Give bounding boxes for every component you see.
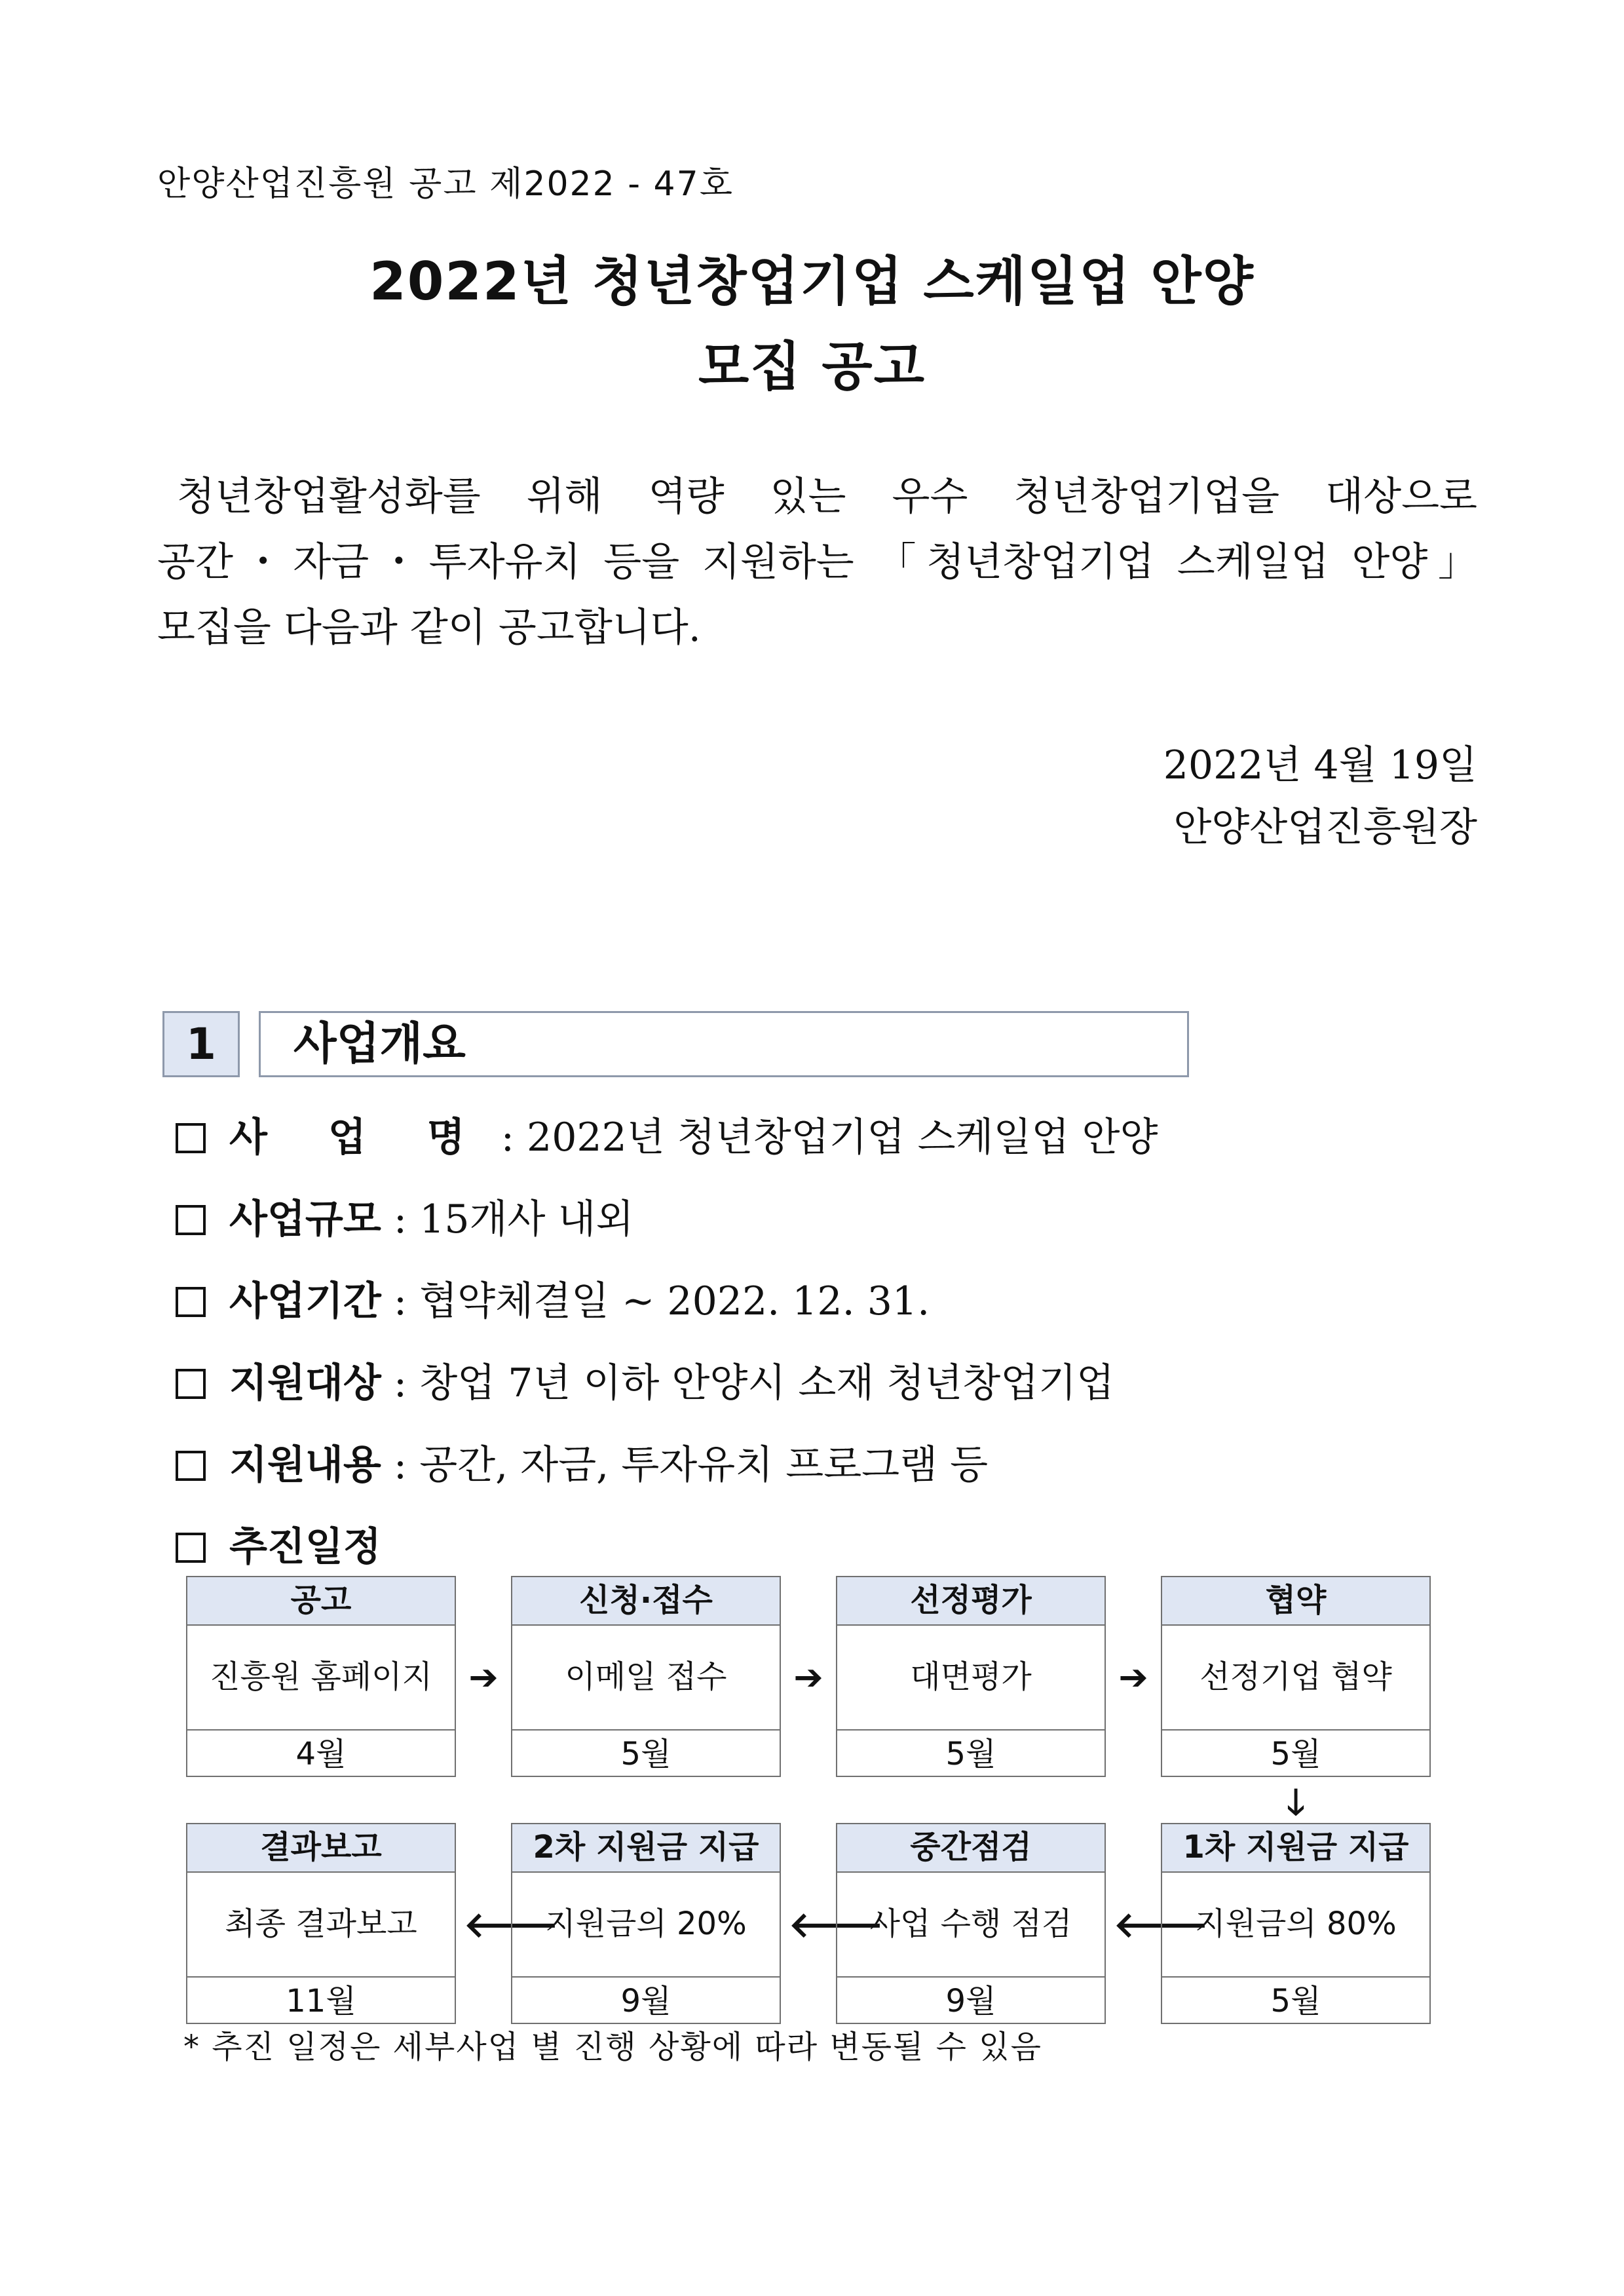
announcement-date: 2022년 4월 19일 [1163,742,1477,788]
arrow-down-icon: 🡓 [1286,1782,1306,1823]
step-month: 5월 [620,1736,671,1772]
intro-line-3: 모집을 다음과 같이 공고합니다. [157,605,701,651]
arrow-right-icon: ➔ [468,1656,499,1698]
item-label: 추진일정 [229,1524,381,1570]
schedule-step-midterm-check [836,1823,1106,2024]
item-schedule [176,1516,381,1572]
item-value: 2022년 청년창업기업 스케일업 안양 [527,1115,1158,1160]
step-month: 5월 [945,1736,996,1772]
step-stage: 결과보고 [187,1824,455,1873]
step-stage: 협약 [1162,1577,1429,1626]
issuer-name: 안양산업진흥원장 [1173,805,1477,851]
step-stage: 2차 지원금 지급 [512,1824,780,1873]
item-label: 지원내용 [229,1442,381,1488]
schedule-step-application [511,1576,781,1777]
step-description: 지원금의 20% [512,1873,780,1978]
step-stage: 1차 지원금 지급 [1162,1824,1429,1873]
item-project-period [176,1270,930,1326]
step-description: 사업 수행 점검 [837,1873,1105,1978]
arrow-left-icon: 🡐 [464,1904,559,1945]
intro-line-2: 공간・자금・투자유치 등을 지원하는 「청년창업기업 스케일업 안양」 [157,539,1477,585]
step-stage: 중간점검 [837,1824,1105,1873]
item-project-name [176,1106,1158,1162]
schedule-step-evaluation [836,1576,1106,1777]
item-separator: : [488,1115,527,1160]
arrow-left-icon: 🡐 [789,1904,884,1945]
step-stage: 공고 [187,1577,455,1626]
schedule-step-first-payment [1161,1823,1431,2024]
notice-number: 안양산업진흥원 공고 제2022 - 47호 [157,164,734,204]
checkbox-icon [176,1287,206,1317]
step-month: 9월 [620,1983,671,2019]
page-subtitle: 모집 공고 [698,336,926,397]
schedule-step-announcement [186,1576,456,1777]
item-separator: : [381,1278,420,1324]
step-month: 5월 [1270,1983,1321,2019]
checkbox-icon [176,1205,206,1235]
arrow-left-icon: 🡐 [1114,1904,1209,1945]
item-label: 사업규모 [229,1196,381,1242]
checkbox-icon [176,1451,206,1481]
schedule-step-second-payment [511,1823,781,2024]
step-month: 4월 [295,1736,347,1772]
item-label: 지원대상 [229,1360,381,1406]
schedule-footnote: * 추진 일정은 세부사업 별 진행 상황에 따라 변동될 수 있음 [183,2029,1043,2065]
item-separator: : [381,1196,420,1242]
section-number: 1 [162,1011,240,1077]
item-value: 15개사 내외 [419,1196,634,1242]
step-description: 이메일 접수 [512,1626,780,1731]
step-stage: 선정평가 [837,1577,1105,1626]
step-month: 5월 [1270,1736,1321,1772]
item-label: 사 업 명 [229,1115,489,1160]
page-title: 2022년 청년창업기업 스케일업 안양 [369,251,1255,312]
item-value: 협약체결일 ~ 2022. 12. 31. [419,1278,930,1324]
item-project-scale [176,1188,633,1244]
step-description: 진흥원 홈페이지 [187,1626,455,1731]
item-label: 사업기간 [229,1278,381,1324]
step-description: 지원금의 80% [1162,1873,1429,1978]
checkbox-icon [176,1533,206,1563]
item-separator: : [381,1360,420,1406]
step-stage: 신청·접수 [512,1577,780,1626]
item-support-content [176,1434,988,1490]
checkbox-icon [176,1123,206,1153]
arrow-right-icon: ➔ [1118,1656,1148,1698]
intro-line-1: 청년창업활성화를 위해 역량 있는 우수 청년창업기업을 대상으로 [177,474,1477,520]
step-description: 대면평가 [837,1626,1105,1731]
checkbox-icon [176,1369,206,1399]
step-description: 최종 결과보고 [187,1873,455,1978]
step-month: 9월 [945,1983,996,2019]
schedule-step-agreement [1161,1576,1431,1777]
schedule-step-final-report [186,1823,456,2024]
item-value: 공간, 자금, 투자유치 프로그램 등 [419,1442,989,1488]
step-description: 선정기업 협약 [1162,1626,1429,1731]
item-eligibility [176,1352,1114,1408]
step-month: 11월 [286,1983,356,2019]
item-value: 창업 7년 이하 안양시 소재 청년창업기업 [419,1360,1115,1406]
arrow-right-icon: ➔ [793,1656,823,1698]
intro-paragraph [157,464,1477,660]
section-title: 사업개요 [259,1011,1189,1077]
item-separator: : [381,1442,420,1488]
